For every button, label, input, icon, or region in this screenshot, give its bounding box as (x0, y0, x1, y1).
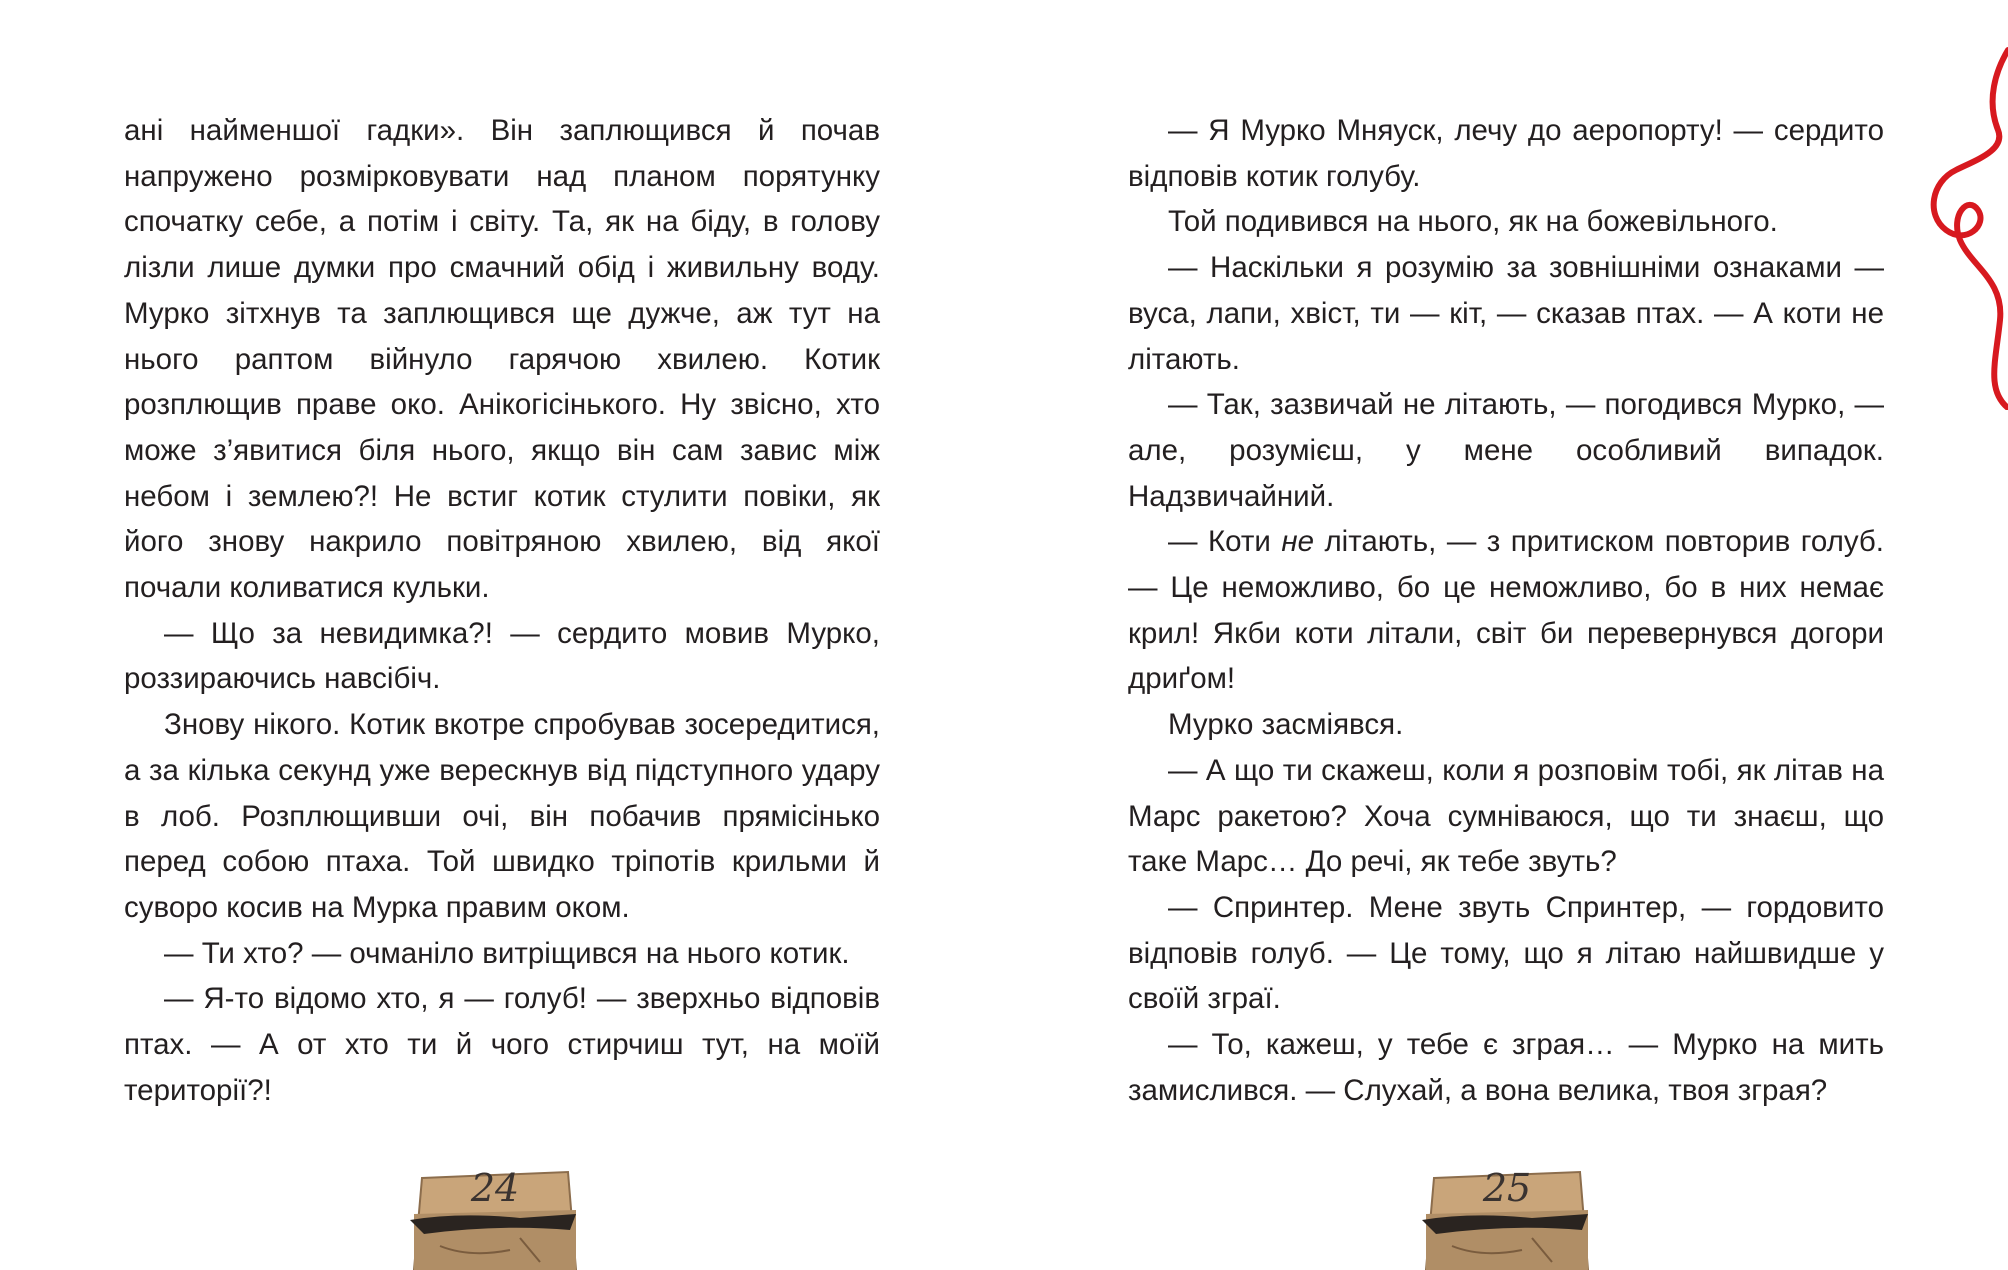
page-number: 24 (470, 1166, 520, 1210)
right-text-column (1128, 108, 1884, 1113)
emphasis-text: не (1281, 525, 1314, 559)
page-number-box (1412, 1158, 1602, 1270)
paragraph: — Що за невидимка?! — сердито мовив Мурко, роззираючись навсібіч. (124, 616, 880, 696)
paragraph: — Я-то відомо хто, я — голуб! — зверхньо відповів птах. — А от хто ти й чого стирчиш тут, на моїй території?! (124, 982, 880, 1107)
page-number-box (400, 1158, 590, 1270)
paragraph: — Так, зазвичай не літають, — погодився Мурко, — але, розумієш, у мене особливий випадок. Надзвичайний. (1128, 388, 1884, 513)
paragraph: — Спринтер. Мене звуть Спринтер, — гордовито відповів голуб. — Це тому, що я літаю найшвидше у своїй зграї. (1128, 890, 1884, 1016)
paragraph (1128, 519, 1884, 702)
paragraph-text: — Коти (1168, 525, 1282, 559)
paragraph: Мурко засміявся. (1168, 708, 1404, 742)
red-thread-icon (1926, 40, 2008, 410)
paragraph: — То, кажеш, у тебе є зграя… — Мурко на мить замислився. — Слухай, а вона велика, твоя зграя? (1128, 1028, 1884, 1107)
page-number: 25 (1482, 1166, 1532, 1210)
paragraph: — Наскільки я розумію за зовнішніми ознаками — вуса, лапи, хвіст, ти — кіт, — сказав птах. — А коти не літають. (1128, 251, 1884, 376)
paragraph: — Я Мурко Мняуск, лечу до аеропорту! — сердито відповів котик голубу. (1128, 114, 1884, 193)
paragraph: — Ти хто? — очманіло витріщився на нього котик. (164, 936, 850, 970)
paragraph: Знову нікого. Котик вкотре спробував зосередитися, а за кілька секунд уже верескнув від підступного удару в лоб. Розплющивши очі, він побачив прямісінько перед собою птаха. Той швидко тріпотів крильми й суворо косив на Мурка правим оком. (124, 708, 880, 924)
paragraph: — А що ти скажеш, коли я розповім тобі, як літав на Марс ракетою? Хоча сумніваюся, що ти знаєш, що таке Марс… До речі, як тебе звуть? (1128, 753, 1884, 879)
paragraph-text: літають, — з притиском повторив голуб. — Це неможливо, бо це неможливо, бо в них немає крил! Якби коти літали, світ би перевернувся догори дриґом! (1128, 525, 1884, 696)
right-page (1004, 0, 2008, 1270)
left-text-column (124, 108, 880, 1113)
paragraph: ані найменшої гадки». Він заплющився й почав напружено розмірковувати над планом порятунку спочатку себе, а потім і світу. Та, як на біду, в голову лізли лише думки про смачний обід і живильну воду. Мурко зітхнув та заплющився ще дужче, аж тут на нього раптом війнуло гарячою хвилею. Котик розплющив праве око. Анікогісінького. Ну звісно, хто може з’явитися біля нього, якщо він сам завис між небом і землею?! Не встиг котик стулити повіки, як його знову накрило повітряною хвилею, від якої почали коливатися кульки. (124, 114, 880, 605)
paragraph: Той подивився на нього, як на божевільного. (1168, 205, 1778, 239)
